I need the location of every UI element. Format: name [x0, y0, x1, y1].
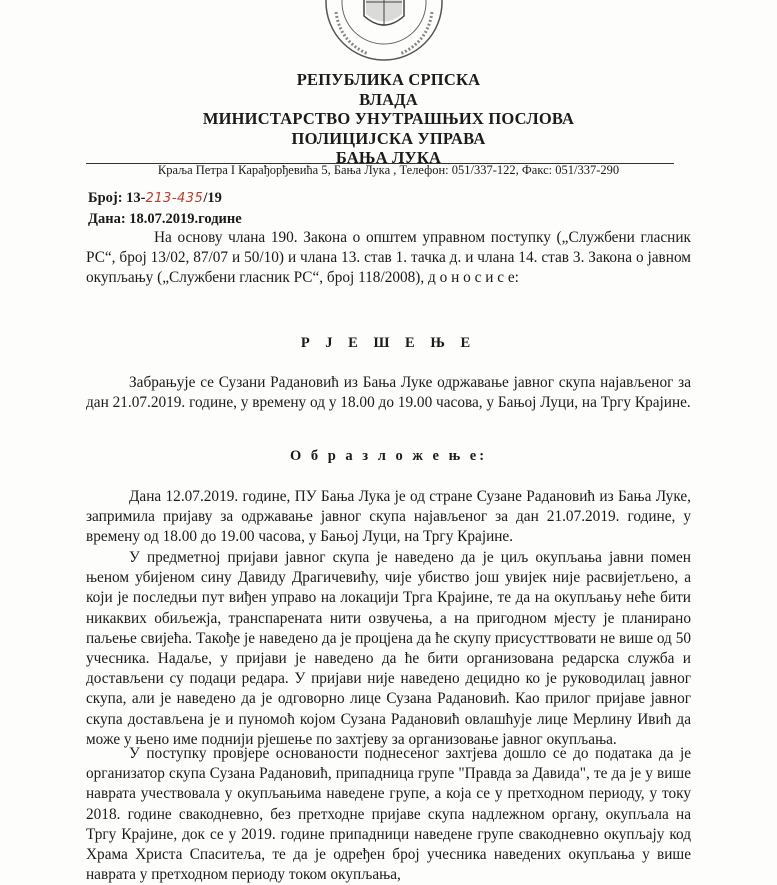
document-header	[0, 70, 777, 168]
header-government: ВЛАДА	[359, 89, 418, 109]
reasoning-paragraph-3: У поступку провјере основаности поднесеног захтјева дошло се до података да је организатор скупа Сузана Радановић, припадница групе "Правда за Давида", те да је у више наврата учествовала у окупљањима наведене групе, а која се у претходном периоду, у току 2018. године свакодневно, без претходне пријаве скупа надлежном органу, окупљала на Тргу Крајине, док се у 2019. године припадници наведене групе свакодневно окупљају код Храма Христа Спаситеља, те да је одређен број учесника наведених окупљања у више наврата у претходном периоду током окупљања,	[86, 745, 691, 884]
coat-of-arms-seal	[318, 0, 450, 62]
reference-block	[88, 188, 242, 229]
header-republic: РЕПУБЛИКА СРПСКА	[296, 70, 481, 89]
reasoning-paragraph-2: У предметној пријави јавног скупа је наведено да је циљ окупљања јавни помен њеном убијеном сину Давиду Драгичевићу, чије убиство још увијек није расвијетљено, а који је последњи пут виђен управо на локацији Трга Крајине, те да на окупљању неће бити никаквих обиљежја, транспарената нити озвучења, а на пригодном мјесту је планирано паљење свијећа. Такође је наведено да је процјена да ће скупу присусттвовати не више од 50 учесника. Надаље, у пријави је наведено да ће бити организована редарска служба и достављени су подаци редара. У пријави није наведено децидно ко је руководилац јавног скупа, али је наведено да је одговорно лице Сузана Радановић. Као прилог пријаве јавног скупа достављена је и пуномоћ којом Сузана Радановић овлашћује лице Мерлину Ивић да може у њено име поднији рјешење по захтјеву за организовање јавног окупљања.	[86, 549, 691, 748]
header-police-department: ПОЛИЦИЈСКА УПРАВА	[291, 128, 486, 148]
header-city: БАЊА ЛУКА	[335, 148, 442, 167]
decision-title: Р Ј Е Ш Е Њ Е	[300, 335, 477, 351]
reference-date: Дана: 18.07.2019.године	[88, 211, 242, 227]
intro-paragraph: На основу члана 190. Закона о општем управном поступку („Службени гласник РС“, број 13/02, 87/07 и 50/10) и члана 13. став 1. тачка д. и члана 14. став 3. Закона о јавном окупљању („Службени гласник РС“, број 118/2008), д о н о с и с е:	[86, 229, 691, 287]
reference-number-handwritten: 213-435	[145, 191, 204, 206]
decision-text: Забрањује се Сузани Радановић из Бања Луке одржавање јавног скупа најављеног за дан 21.07.2019. године, у времену од у 18.00 до 19.00 часова, у Бањој Луци, на Тргу Крајине.	[86, 374, 691, 412]
header-ministry: МИНИСТАРСТВО УНУТРАШЊИХ ПОСЛОВА	[202, 109, 575, 128]
reasoning-title: О б р а з л о ж е њ е:	[289, 448, 488, 464]
reference-number	[88, 188, 242, 209]
reasoning-paragraph-1: Дана 12.07.2019. године, ПУ Бања Лука је од стране Сузане Радановић из Бања Луке, запримила пријаву за одржавање јавног скупа најављеног за дан 21.07.2019. године, у времену од 18.00 до 19.00 часова, у Бањој Луци, на Тргу Крајине.	[86, 488, 691, 546]
reference-number-label: Број: 13-	[88, 190, 146, 206]
header-address: Краља Петра I Карађорђевића 5, Бања Лука , Телефон: 051/337-122, Факс: 051/337-290	[157, 163, 620, 177]
reference-number-suffix: /19	[203, 190, 222, 206]
